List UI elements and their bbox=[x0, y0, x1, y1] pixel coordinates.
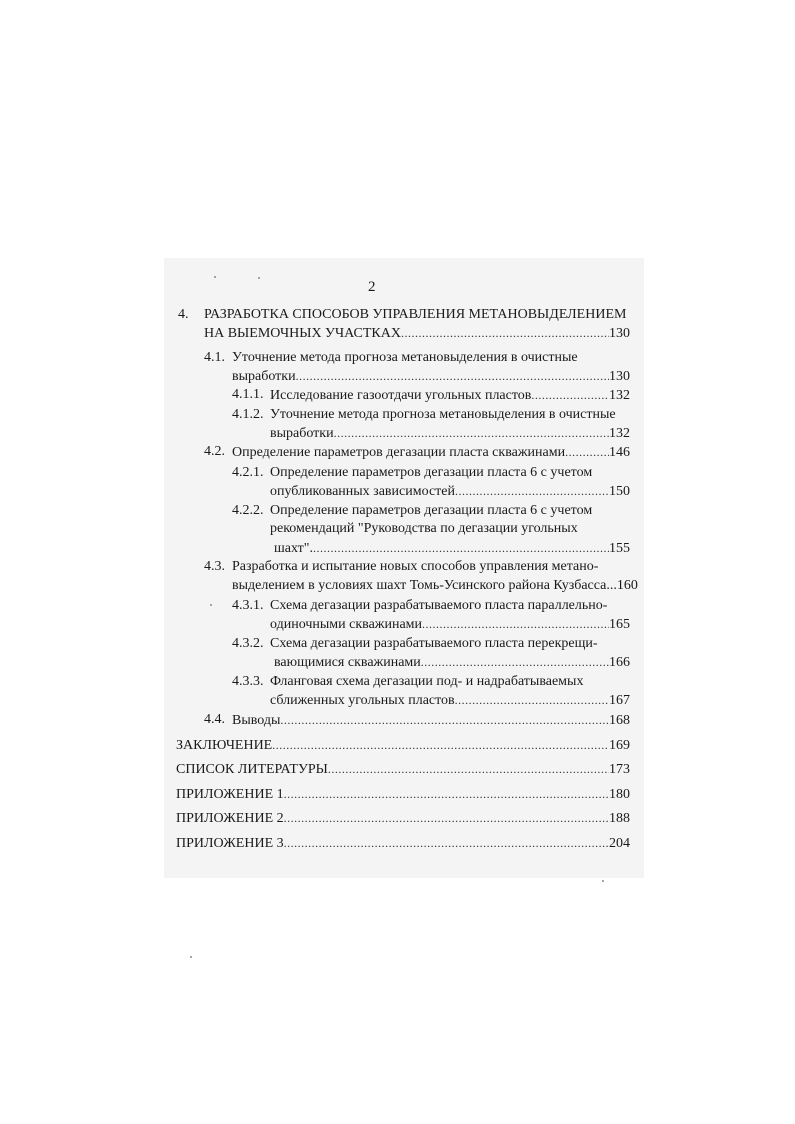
toc-ch4-title-line1: РАЗРАБОТКА СПОСОБОВ УПРАВЛЕНИЯ МЕТАНОВЫДЕЛЕНИЕМ bbox=[204, 307, 627, 322]
scan-speck bbox=[214, 276, 216, 278]
toc-4-1-page: 130 bbox=[609, 369, 630, 384]
toc-4-2-2-number: 4.2.2. bbox=[232, 503, 264, 518]
leader-dots bbox=[421, 653, 609, 671]
toc-4-1-1-title: Исследование газоотдачи угольных пластов bbox=[270, 388, 532, 403]
toc-entry-appendix-3 bbox=[176, 834, 630, 853]
toc-4-3-1-title-line1: Схема дегазации разрабатываемого пласта параллельно- bbox=[270, 598, 608, 613]
toc-4-3-3-title-line1: Фланговая схема дегазации под- и надрабатываемых bbox=[270, 674, 584, 689]
toc-entry-4-1-2 bbox=[270, 424, 630, 443]
toc-4-1-1-page: 132 bbox=[609, 388, 630, 403]
toc-entry-4-3-1 bbox=[270, 615, 630, 634]
toc-4-2-1-title-line1: Определение параметров дегазации пласта 6 с учетом bbox=[270, 465, 593, 480]
toc-4-2-2-title-line2: рекомендаций "Руководства по дегазации угольных bbox=[270, 521, 578, 536]
toc-4-4-title: Выводы bbox=[232, 713, 281, 728]
toc-entry-4-1 bbox=[232, 367, 630, 386]
toc-appendix-3-title: ПРИЛОЖЕНИЕ 3 bbox=[176, 836, 284, 851]
leader-dots bbox=[401, 324, 609, 342]
toc-4-4-page: 168 bbox=[609, 713, 630, 728]
toc-4-3-2-page: 166 bbox=[609, 655, 630, 670]
toc-4-2-1-page: 150 bbox=[609, 484, 630, 499]
scan-speck bbox=[190, 956, 192, 958]
toc-entry-4-2 bbox=[232, 443, 630, 462]
toc-entry-conclusion bbox=[176, 736, 630, 755]
scan-speck bbox=[602, 880, 604, 882]
toc-4-3-1-title-line2: одиночными скважинами bbox=[270, 617, 423, 632]
toc-appendix-3-page: 204 bbox=[609, 836, 630, 851]
toc-4-3-3-title-line2: сближенных угольных пластов bbox=[270, 693, 455, 708]
toc-4-3-title-line2: выделением в условиях шахт Томь-Усинского района Кузбасса... bbox=[232, 578, 617, 593]
leader-dots bbox=[284, 809, 609, 827]
leader-dots bbox=[284, 785, 609, 803]
toc-4-2-2-title-line1: Определение параметров дегазации пласта 6 с учетом bbox=[270, 503, 593, 518]
toc-entry-4-4 bbox=[232, 711, 630, 730]
toc-4-1-title-line1: Уточнение метода прогноза метановыделения в очистные bbox=[232, 350, 578, 365]
toc-4-3-page: 160 bbox=[616, 578, 638, 593]
toc-entry-4-3-2 bbox=[274, 653, 630, 672]
toc-4-1-2-title-line1: Уточнение метода прогноза метановыделения в очистные bbox=[270, 407, 616, 422]
toc-4-1-number: 4.1. bbox=[204, 350, 225, 365]
leader-dots bbox=[296, 367, 609, 385]
toc-4-3-title-line1: Разработка и испытание новых способов управления метано- bbox=[232, 559, 599, 574]
leader-dots bbox=[565, 443, 609, 461]
toc-4-2-number: 4.2. bbox=[204, 444, 225, 459]
toc-4-3-3-page: 167 bbox=[609, 693, 630, 708]
toc-4-3-number: 4.3. bbox=[204, 559, 225, 574]
toc-4-1-2-page: 132 bbox=[609, 426, 630, 441]
toc-appendix-1-page: 180 bbox=[609, 787, 630, 802]
leader-dots bbox=[280, 711, 609, 729]
toc-entry-4-3-3 bbox=[270, 691, 630, 710]
leader-dots bbox=[334, 424, 609, 442]
toc-conclusion-page: 169 bbox=[609, 738, 630, 753]
toc-entry-4-1-1 bbox=[270, 386, 630, 405]
toc-entry-4-3 bbox=[232, 577, 638, 595]
toc-4-1-1-number: 4.1.1. bbox=[232, 387, 264, 402]
toc-4-3-2-title-line1: Схема дегазации разрабатываемого пласта перекрещи- bbox=[270, 636, 598, 651]
leader-dots bbox=[422, 615, 609, 633]
scan-speck bbox=[210, 604, 212, 606]
toc-appendix-2-title: ПРИЛОЖЕНИЕ 2 bbox=[176, 811, 284, 826]
toc-4-3-2-title-line2: вающимися скважинами bbox=[274, 655, 421, 670]
toc-4-4-number: 4.4. bbox=[204, 712, 225, 727]
toc-4-2-1-number: 4.2.1. bbox=[232, 465, 264, 480]
toc-4-3-1-number: 4.3.1. bbox=[232, 598, 264, 613]
toc-4-2-page: 146 bbox=[609, 445, 630, 460]
leader-dots bbox=[313, 539, 609, 557]
toc-4-1-2-number: 4.1.2. bbox=[232, 407, 264, 422]
leader-dots bbox=[455, 691, 609, 709]
toc-4-3-2-number: 4.3.2. bbox=[232, 636, 264, 651]
toc-ch4-number: 4. bbox=[178, 307, 189, 322]
toc-4-2-2-page: 155 bbox=[609, 541, 630, 556]
page-number: 2 bbox=[368, 279, 376, 295]
toc-references-title: СПИСОК ЛИТЕРАТУРЫ bbox=[176, 762, 328, 777]
leader-dots bbox=[284, 834, 609, 852]
leader-dots bbox=[455, 482, 609, 500]
toc-entry-4-2-1 bbox=[270, 482, 630, 501]
leader-dots bbox=[272, 736, 609, 754]
toc-references-page: 173 bbox=[609, 762, 630, 777]
toc-entry-references bbox=[176, 760, 630, 779]
toc-ch4-page: 130 bbox=[609, 326, 630, 341]
toc-conclusion-title: ЗАКЛЮЧЕНИЕ bbox=[176, 738, 273, 753]
toc-appendix-1-title: ПРИЛОЖЕНИЕ 1 bbox=[176, 787, 284, 802]
toc-4-3-3-number: 4.3.3. bbox=[232, 674, 264, 689]
toc-entry-4-2-2 bbox=[274, 539, 630, 558]
toc-appendix-2-page: 188 bbox=[609, 811, 630, 826]
toc-4-3-1-page: 165 bbox=[609, 617, 630, 632]
toc-entry-ch4 bbox=[204, 324, 630, 343]
toc-4-2-1-title-line2: опубликованных зависимостей bbox=[270, 484, 455, 499]
toc-ch4-title-line2: НА ВЫЕМОЧНЫХ УЧАСТКАХ bbox=[204, 326, 401, 341]
toc-entry-appendix-1 bbox=[176, 785, 630, 804]
toc-4-1-2-title-line2: выработки bbox=[270, 426, 334, 441]
toc-entry-appendix-2 bbox=[176, 809, 630, 828]
leader-dots bbox=[531, 386, 609, 404]
toc-4-1-title-line2: выработки bbox=[232, 369, 296, 384]
scan-speck bbox=[258, 277, 260, 279]
leader-dots bbox=[328, 760, 609, 778]
toc-4-2-2-title-line3: шахт". bbox=[274, 541, 313, 556]
toc-4-2-title: Определение параметров дегазации пласта скважинами bbox=[232, 445, 566, 460]
